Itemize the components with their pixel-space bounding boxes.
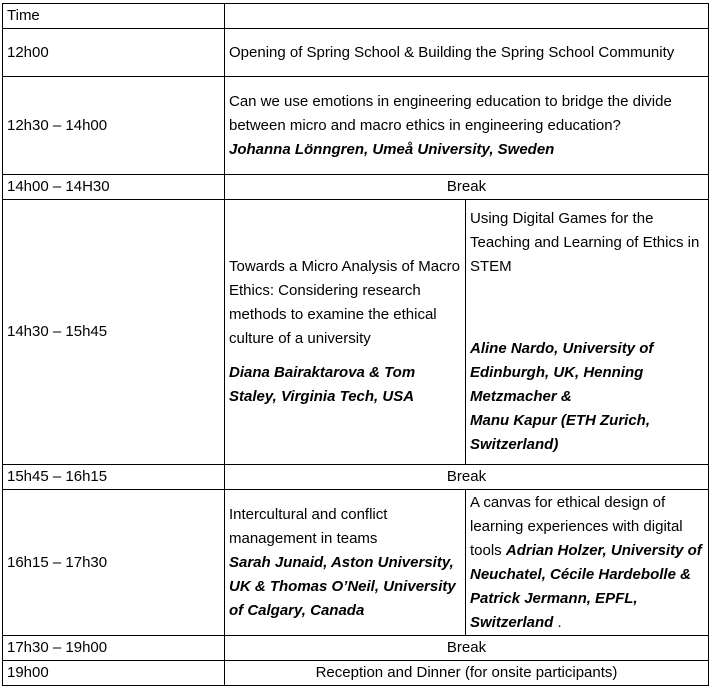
session-author: Diana Bairaktarova & Tom Staley, Virginia Tech, USA [229,364,416,405]
table-row [3,661,709,686]
session-author: Sarah Junaid, Aston University, UK & Thomas O’Neil, University of Calgary, Canada [229,553,456,619]
session-cell: Opening of Spring School & Building the Spring School Community [225,29,709,77]
parallel-session-left [225,200,466,465]
table-row [3,200,709,465]
session-tail: . [553,613,562,631]
session-author: Adrian Holzer, University of Neuchatel, Cécile Hardebolle & Patrick Jermann, EPFL, Switzerland [470,541,702,631]
table-row [3,490,709,636]
time-cell: 15h45 – 16h15 [3,465,225,490]
table-row [3,77,709,175]
parallel-session-right [466,490,709,636]
time-cell: 19h00 [3,661,225,686]
break-cell: Break [225,175,709,200]
time-cell: 12h00 [3,29,225,77]
break-cell: Break [225,636,709,661]
time-cell: 17h30 – 19h00 [3,636,225,661]
session-author: Aline Nardo, University of Edinburgh, UK, Henning Metzmacher & [470,340,654,405]
session-title: Towards a Micro Analysis of Macro Ethics: Considering research methods to examine the ethical culture of a university [229,258,460,347]
content-header [225,4,709,29]
break-cell: Break [225,465,709,490]
session-title: Can we use emotions in engineering education to bridge the divide between micro and macro ethics in engineering education? [229,92,672,134]
table-row [3,465,709,490]
time-cell: 14h30 – 15h45 [3,200,225,465]
session-author: Manu Kapur (ETH Zurich, Switzerland) [470,412,650,453]
session-title: A canvas for ethical design of learning experiences with digital tools [470,493,683,559]
session-cell [225,77,709,175]
table-row [3,175,709,200]
table-row [3,636,709,661]
session-title: Using Digital Games for the Teaching and Learning of Ethics in STEM [470,210,700,275]
session-cell: Reception and Dinner (for onsite participants) [225,661,709,686]
time-header: Time [3,4,225,29]
schedule-table [2,3,709,686]
table-row [3,29,709,77]
parallel-session-right [466,200,709,465]
parallel-session-left [225,490,466,636]
table-row [3,4,709,29]
time-cell: 16h15 – 17h30 [3,490,225,636]
session-title: Intercultural and conflict management in teams [229,505,388,547]
time-cell: 14h00 – 14H30 [3,175,225,200]
time-cell: 12h30 – 14h00 [3,77,225,175]
session-author: Johanna Lönngren, Umeå University, Sweden [229,140,555,158]
